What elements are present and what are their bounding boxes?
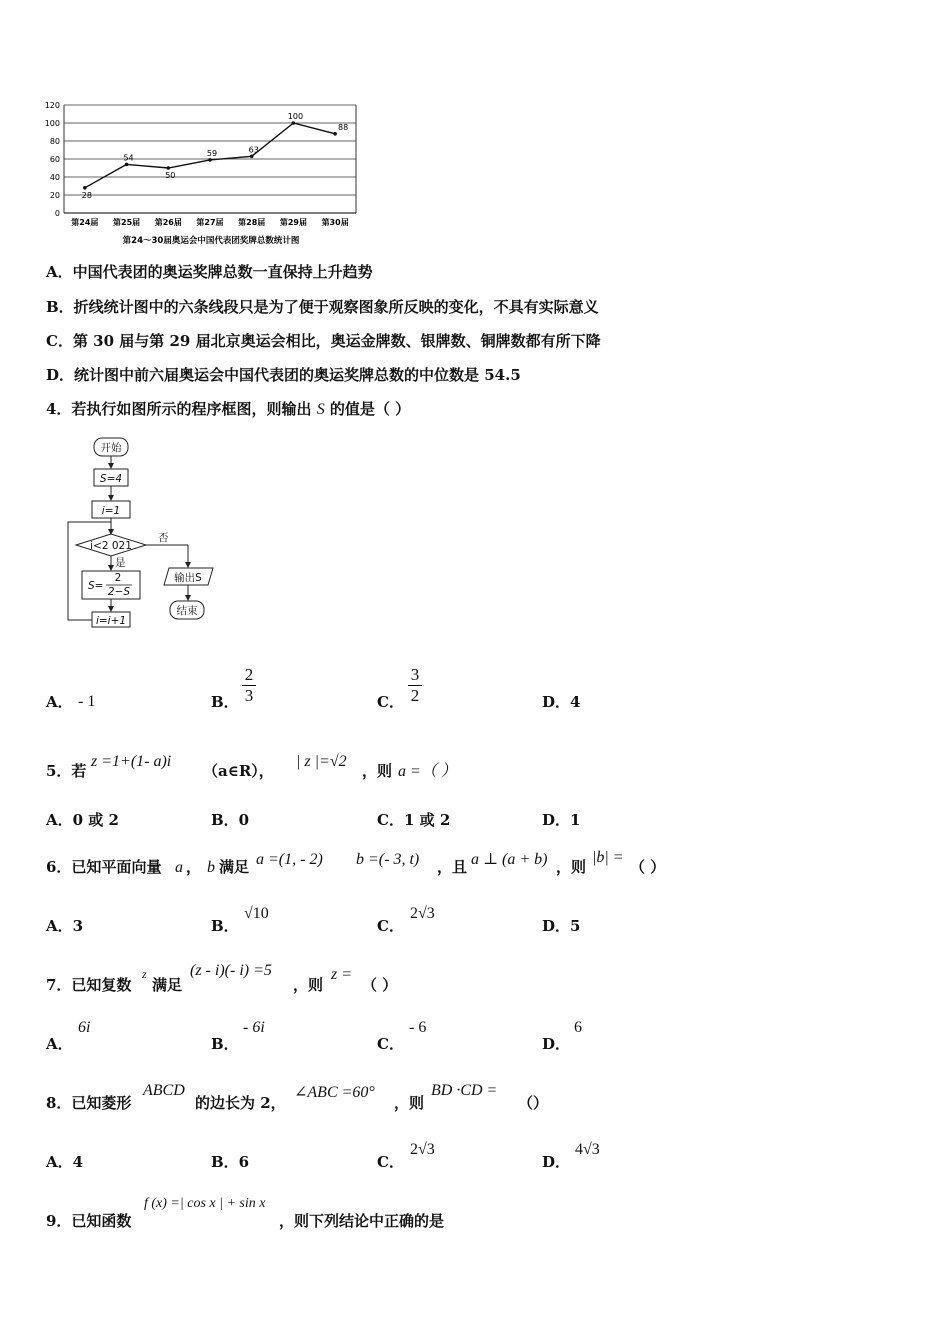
x-tick-label: 第24届 (71, 218, 99, 227)
data-label: 54 (123, 153, 134, 163)
x-tick-label: 第27届 (196, 218, 224, 227)
data-point (333, 132, 337, 136)
q8-stem-pre: 8．已知菱形 (46, 1094, 132, 1112)
x-tick-label: 第29届 (279, 218, 307, 227)
q9-stem-post: ，则下列结论中正确的是 (279, 1212, 445, 1230)
flow-assign-num: 2 (114, 572, 122, 584)
q8-then: ，则 (394, 1094, 425, 1112)
q5-expression: z =1+(1- a)i (91, 753, 172, 770)
x-tick-label: 第28届 (238, 218, 266, 227)
chart-title: 第24～30届奥运会中国代表团奖牌总数统计图 (122, 236, 300, 246)
q7-equation: (z - i)(- i) =5 (190, 962, 272, 979)
q9-function: f (x) =| cos x | + sin x (144, 1196, 266, 1211)
data-point (250, 155, 254, 159)
q8-option-a: A．4 (46, 1153, 84, 1171)
q7-option-b-value: - 6i (243, 1019, 265, 1036)
q8-paren: （） (518, 1094, 549, 1112)
q8-option-c-value: 2√3 (410, 1141, 435, 1158)
q6-comma: ， (186, 858, 202, 876)
q8-shape: ABCD (143, 1082, 185, 1099)
q8-option-d-label: D． (542, 1153, 571, 1171)
q6-stem-pre: 6．已知平面向量 (46, 858, 162, 876)
q7-option-a-value: 6i (78, 1019, 91, 1036)
q6-perpendicular: a ⊥ (a + b) (471, 851, 548, 868)
q6-option-c-label: C． (377, 917, 404, 935)
data-label: 88 (338, 122, 349, 132)
q5-ask: a =（ ） (398, 763, 457, 780)
q5-option-c: C．1 或 2 (377, 811, 451, 829)
q8-option-c-label: C． (377, 1153, 404, 1171)
q6-option-b-label: B． (211, 917, 239, 935)
q8-option-b: B．6 (211, 1153, 250, 1171)
flow-condition: i<2 021 (90, 540, 132, 552)
q4-option-c-label: C． (377, 693, 404, 711)
q4-option-b-label: B． (211, 693, 239, 711)
q4-option-c-fraction: 3 2 (408, 665, 422, 706)
data-label: 50 (165, 171, 176, 180)
q5-condition: （a∈R）， (203, 762, 274, 780)
q4-option-b-fraction: 2 3 (242, 665, 256, 706)
q5-modulus: | z |=√2 (296, 753, 347, 770)
q6-option-c-value: 2√3 (410, 905, 435, 922)
q6-option-d: D．5 (542, 917, 581, 935)
q6-ask-modulus: |b| = (592, 849, 624, 866)
q7-ask: z = (331, 966, 353, 983)
q7-paren: （ ） (362, 976, 398, 994)
var-s: S (316, 401, 325, 418)
q5-option-a: A．0 或 2 (46, 811, 119, 829)
flow-start: 开始 (100, 442, 122, 454)
q6-vector-b: b (207, 859, 215, 876)
x-tick-label: 第30届 (321, 218, 349, 227)
x-tick-label: 第25届 (113, 218, 141, 227)
x-tick-label: 第26届 (154, 218, 182, 227)
q3-option-c: C．第 30 届与第 29 届北京奥运会相比，奥运金牌数、银牌数、铜牌数都有所下降 (46, 332, 601, 350)
q9-stem-pre: 9．已知函数 (46, 1212, 132, 1230)
program-flowchart (58, 434, 228, 644)
q7-option-a-label: A． (46, 1035, 73, 1053)
data-point (125, 163, 129, 167)
data-label: 63 (248, 145, 259, 155)
flow-end: 结束 (176, 605, 198, 617)
q7-option-c-label: C． (377, 1035, 404, 1053)
q4-option-d: D．4 (542, 693, 581, 711)
data-point (83, 186, 87, 190)
q7-then: ，则 (293, 976, 324, 994)
flow-yes-label: 是 (115, 557, 126, 569)
q7-var-z: z (142, 967, 147, 981)
data-point (166, 166, 170, 170)
q5-option-d: D．1 (542, 811, 581, 829)
q6-vector-a-value: a =(1, - 2) (256, 851, 323, 868)
q3-option-d: D．统计图中前六届奥运会中国代表团的奥运奖牌总数的中位数是 54.5 (46, 366, 521, 384)
q8-ask: BD ·CD = (431, 1082, 498, 1099)
q7-stem-pre: 7．已知复数 (46, 976, 132, 994)
flow-i-init: i=1 (101, 505, 121, 517)
q7-option-d-value: 6 (574, 1019, 582, 1036)
q5-option-b: B．0 (211, 811, 250, 829)
flow-s-init: S=4 (99, 473, 123, 485)
y-tick-label: 20 (49, 191, 60, 200)
q8-option-d-value: 4√3 (575, 1141, 600, 1158)
q6-option-a: A．3 (46, 917, 84, 935)
data-point (292, 121, 296, 125)
q8-side: 的边长为 2， (195, 1094, 286, 1112)
y-tick-label: 60 (49, 155, 60, 164)
q4-option-a-label: A． (46, 693, 73, 711)
q4-stem: 4．若执行如图所示的程序框图，则输出 S 的值是（ ） (46, 400, 411, 418)
q4-option-a-value: - 1 (78, 693, 96, 710)
data-label: 100 (287, 112, 304, 121)
q5-then: ，则 (362, 762, 393, 780)
q6-satisfy: 满足 (219, 858, 250, 876)
data-point (208, 158, 212, 162)
data-label: 59 (206, 148, 218, 158)
flow-output: 输出S (174, 572, 202, 584)
flow-assign-left: S= (88, 580, 104, 592)
q7-option-b-label: B． (211, 1035, 239, 1053)
y-tick-label: 120 (44, 101, 60, 110)
y-tick-label: 80 (49, 137, 60, 146)
q6-and: ，且 (437, 858, 468, 876)
q3-option-b: B．折线统计图中的六条线段只是为了便于观察图象所反映的变化，不具有实际意义 (46, 298, 599, 316)
q3-option-a: A．中国代表团的奥运奖牌总数一直保持上升趋势 (46, 263, 373, 281)
q6-vector-a: a (175, 859, 183, 876)
q6-option-b-value: √10 (244, 905, 269, 922)
medal-line-chart (36, 98, 366, 250)
y-tick-label: 0 (54, 209, 60, 218)
q6-then: ，则 (556, 858, 587, 876)
flow-incr: i=i+1 (95, 615, 127, 627)
q8-angle: ∠ABC =60° (294, 1084, 375, 1101)
q7-option-d-label: D． (542, 1035, 571, 1053)
y-tick-label: 40 (49, 173, 60, 182)
q6-vector-b-value: b =(- 3, t) (356, 851, 420, 868)
q7-option-c-value: - 6 (409, 1019, 427, 1036)
y-tick-label: 100 (44, 119, 60, 128)
flow-assign-den: 2−S (107, 586, 131, 598)
flow-no-label: 否 (158, 532, 169, 544)
q5-stem-pre: 5．若 (46, 762, 87, 780)
q6-paren: （ ） (630, 858, 666, 876)
q7-satisfy: 满足 (152, 976, 183, 994)
data-label: 28 (81, 190, 92, 200)
